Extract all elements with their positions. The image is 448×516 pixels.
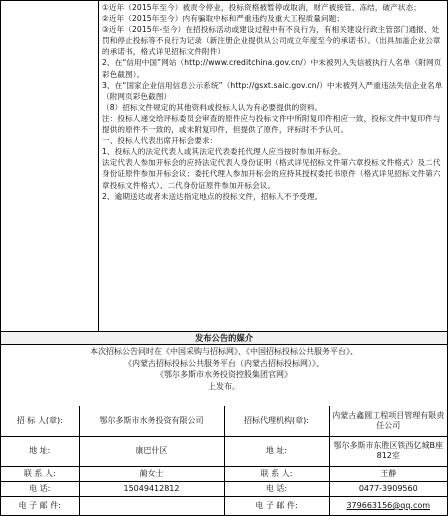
tenderer-contact: 蔺女士 bbox=[79, 466, 224, 481]
requirement-line: 注：投标人递交给评标委员会审查的原件应与投标文件中所附复印件相应一致，投标文件中复印件与提供的原件不一致的，或未附复印件，但提供了原件，评标时不予认可。 bbox=[102, 113, 441, 135]
contact-label: 联 系 人: bbox=[1, 466, 79, 481]
requirement-line: 2、在“信用中国”网站（http://www.creditchina.gov.cn/）中未被列入失信被执行人名单（附网页彩色截图）。 bbox=[102, 58, 442, 79]
media-line: 本次招标公告同时在《中国采购与招标网》、《中国招标投标公共服务平台》、 bbox=[90, 347, 358, 356]
address-label: 地 址: bbox=[224, 436, 329, 466]
table-row bbox=[1, 481, 447, 496]
agent-phone: 0477-3909560 bbox=[329, 481, 447, 496]
media-line: 上发布。 bbox=[208, 382, 240, 392]
media-line: 《鄂尔多斯市水务投资控股集团官网》 bbox=[156, 370, 292, 380]
phone-label: 电 话: bbox=[1, 481, 79, 496]
agent-email-link[interactable]: 379663156@qq.com bbox=[329, 496, 447, 515]
media-line: 《内蒙古招标投标公共服务平台（内蒙古招标投标网）》、 bbox=[124, 358, 324, 368]
requirement-line: ①近年（2015年至今）被责令停业，投标资格被暂停或取消，财产被接管、冻结，破产状态； bbox=[102, 3, 421, 12]
requirement-line: 一、投标人代表出席开标会要求： bbox=[102, 136, 218, 146]
requirement-line: （8）招标文件规定的其他资料或投标人认为有必要提供的资料。 bbox=[102, 102, 323, 112]
requirements-label-cell bbox=[1, 1, 99, 331]
table-row bbox=[1, 406, 447, 436]
tenderer-phone: 15049412812 bbox=[79, 481, 224, 496]
agent-address: 鄂尔多斯市东胜区铁西亿城B座812室 bbox=[329, 436, 447, 466]
contact-table bbox=[1, 406, 447, 515]
table-row bbox=[1, 436, 447, 466]
agent-label: 招标代理机构(章): bbox=[224, 406, 329, 436]
divider bbox=[1, 344, 447, 345]
agent-value: 内蒙古鑫圆工程项目管理有限责任公司 bbox=[329, 406, 447, 436]
tenderer-address: 康巴什区 bbox=[79, 436, 224, 466]
contact-label: 联 系 人: bbox=[224, 466, 329, 481]
agent-contact: 王静 bbox=[329, 466, 447, 481]
requirement-line: 3、在“国家企业信用信息公示系统”（http://gsxt.saic.gov.cn/）中未被列入严重违法失信企业名单（附网页彩色截图） bbox=[102, 80, 443, 101]
email-label: 电 子 邮 件: bbox=[1, 496, 79, 515]
media-section-title: 发布公告的媒介 bbox=[1, 332, 447, 344]
tenderer-value: 鄂尔多斯市水务投资有限公司 bbox=[79, 406, 224, 436]
address-label: 地 址: bbox=[1, 436, 79, 466]
requirement-line: 2、逾期送达或者未送达指定地点的投标文件，招标人不予受理。 bbox=[102, 191, 323, 201]
requirements-section bbox=[1, 1, 447, 331]
table-row bbox=[1, 496, 447, 515]
requirement-line: ②近年（2015年至今）内有骗取中标和严重违约及重大工程质量问题； bbox=[102, 14, 345, 24]
phone-label: 电 话: bbox=[224, 481, 329, 496]
requirement-line: 法定代表人参加开标会的应持法定代表人身份证明（格式详见招标文件第六章投标文件格式）及二代身份证原件参加开标会议；委托代理人参加开标会的应持其授权委托书原件（格式详见招标文件第六章投标文件格式）、二代身份证原件参加开标会议。 bbox=[102, 158, 441, 190]
email-label: 电 子 邮 件: bbox=[224, 496, 329, 515]
table-row bbox=[1, 466, 447, 481]
tenderer-email bbox=[79, 496, 224, 515]
requirement-line: ③近年（2015年-至今）在招投标活动或建设过程中有不良行为，有相关建设行政主管部门通报、处罚和停止投标等不良行为记录（新注册企业提供从公司成立年度至今的承诺书）。（出具加盖企业公章的承诺书，格式详见招标文件附件） bbox=[102, 25, 441, 57]
tenderer-label: 招 标 人(章): bbox=[1, 406, 79, 436]
media-text bbox=[5, 346, 443, 393]
requirements-text bbox=[102, 2, 444, 202]
requirement-line: 1、投标人的法定代表人或其法定代表委托代理人应当按时参加开标会。 bbox=[102, 147, 346, 157]
